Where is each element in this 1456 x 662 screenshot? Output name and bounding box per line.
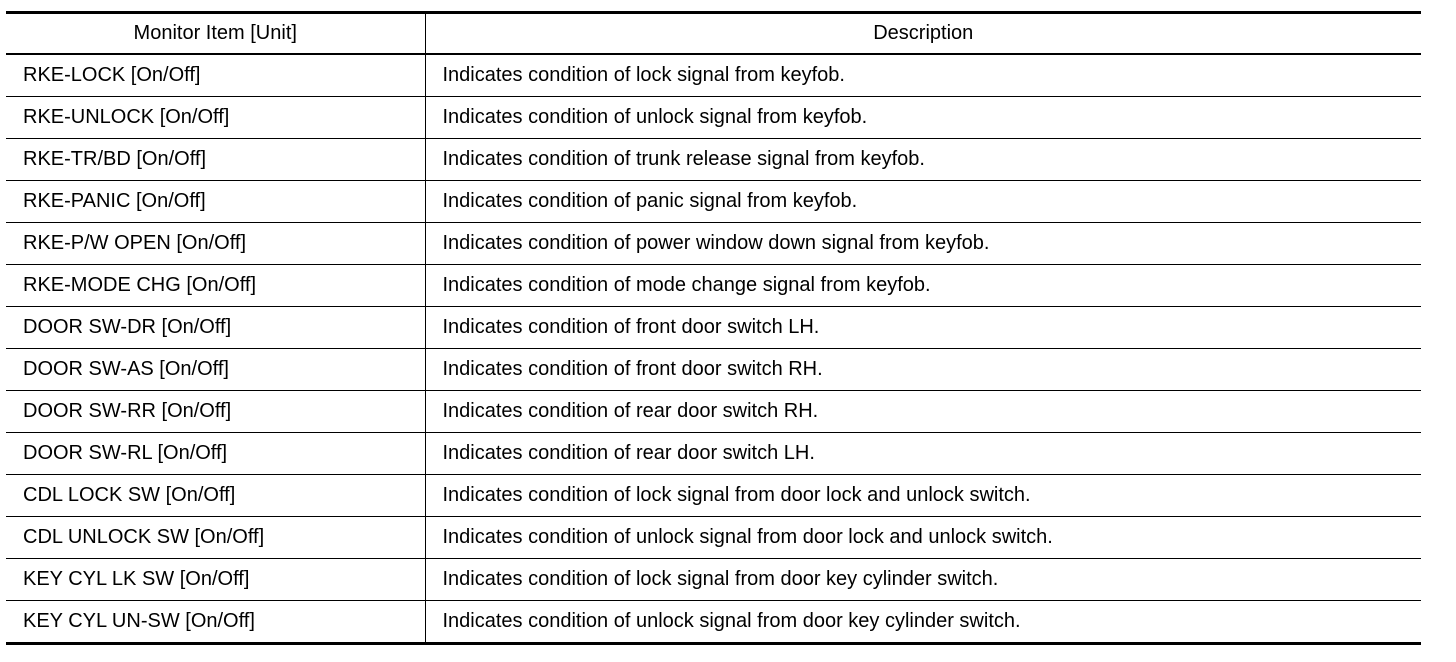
description-cell: Indicates condition of rear door switch LH. <box>425 433 1421 475</box>
monitor-item-cell: DOOR SW-AS [On/Off] <box>6 349 425 391</box>
monitor-item-cell: CDL UNLOCK SW [On/Off] <box>6 517 425 559</box>
table-row <box>6 139 1421 181</box>
monitor-item-cell: RKE-LOCK [On/Off] <box>6 54 425 97</box>
description-cell: Indicates condition of front door switch LH. <box>425 307 1421 349</box>
description-cell: Indicates condition of unlock signal from door lock and unlock switch. <box>425 517 1421 559</box>
table-row <box>6 433 1421 475</box>
description-cell: Indicates condition of lock signal from door key cylinder switch. <box>425 559 1421 601</box>
table-row <box>6 97 1421 139</box>
monitor-item-cell: KEY CYL UN-SW [On/Off] <box>6 601 425 644</box>
monitor-item-cell: RKE-P/W OPEN [On/Off] <box>6 223 425 265</box>
monitor-item-cell: RKE-PANIC [On/Off] <box>6 181 425 223</box>
description-cell: Indicates condition of trunk release signal from keyfob. <box>425 139 1421 181</box>
monitor-item-cell: DOOR SW-DR [On/Off] <box>6 307 425 349</box>
monitor-item-cell: CDL LOCK SW [On/Off] <box>6 475 425 517</box>
table-row <box>6 349 1421 391</box>
description-cell: Indicates condition of power window down signal from keyfob. <box>425 223 1421 265</box>
table-row <box>6 265 1421 307</box>
table-row <box>6 223 1421 265</box>
description-cell: Indicates condition of mode change signal from keyfob. <box>425 265 1421 307</box>
description-cell: Indicates condition of unlock signal from keyfob. <box>425 97 1421 139</box>
monitor-item-cell: RKE-MODE CHG [On/Off] <box>6 265 425 307</box>
description-cell: Indicates condition of rear door switch RH. <box>425 391 1421 433</box>
monitor-item-cell: RKE-UNLOCK [On/Off] <box>6 97 425 139</box>
table-row <box>6 559 1421 601</box>
monitor-item-table <box>6 11 1421 645</box>
table-row <box>6 601 1421 644</box>
table-row <box>6 517 1421 559</box>
header-description: Description <box>425 13 1421 55</box>
description-cell: Indicates condition of lock signal from door lock and unlock switch. <box>425 475 1421 517</box>
description-cell: Indicates condition of lock signal from keyfob. <box>442 64 845 86</box>
monitor-item-cell: KEY CYL LK SW [On/Off] <box>6 559 425 601</box>
table-row <box>6 54 1421 97</box>
header-monitor-item: Monitor Item [Unit] <box>6 13 425 55</box>
description-cell: Indicates condition of panic signal from keyfob. <box>425 181 1421 223</box>
table-header-row <box>6 13 1421 55</box>
monitor-item-cell: RKE-TR/BD [On/Off] <box>6 139 425 181</box>
monitor-item-cell: DOOR SW-RR [On/Off] <box>6 391 425 433</box>
table-row <box>6 307 1421 349</box>
table-row <box>6 475 1421 517</box>
table-row <box>6 391 1421 433</box>
table-row <box>6 181 1421 223</box>
description-cell: Indicates condition of front door switch RH. <box>425 349 1421 391</box>
description-cell: Indicates condition of unlock signal from door key cylinder switch. <box>425 601 1421 644</box>
table-body <box>6 54 1421 644</box>
monitor-item-cell: DOOR SW-RL [On/Off] <box>6 433 425 475</box>
